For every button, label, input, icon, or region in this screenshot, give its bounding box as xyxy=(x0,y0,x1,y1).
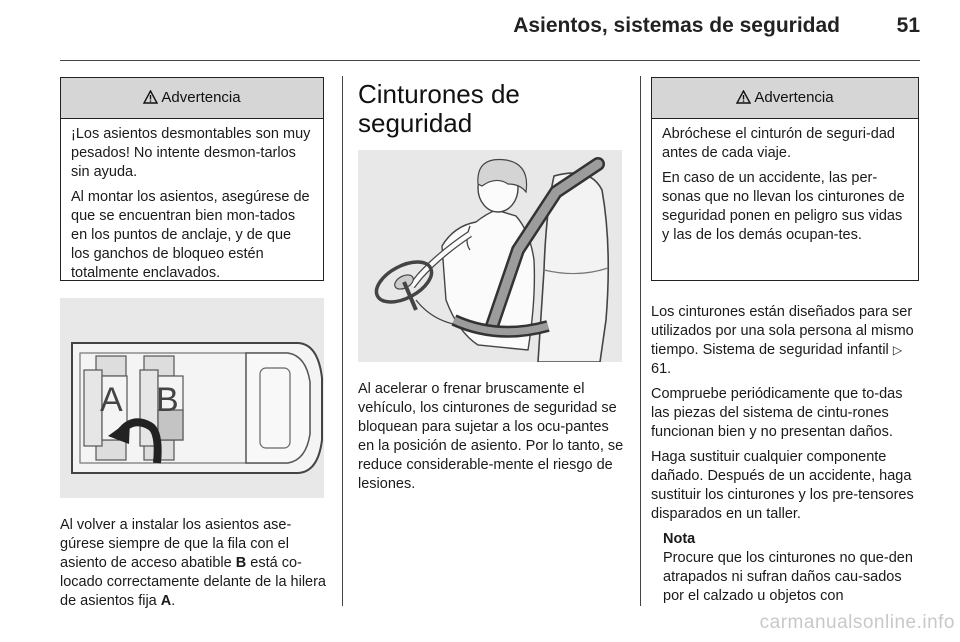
header-rule xyxy=(60,60,920,61)
note-block xyxy=(651,530,923,606)
seatbelt-usage-paragraph: Los cinturones están diseñados para ser utilizados por una sola persona al mismo tiempo. Sistema de seguridad infantil ▷ 61. xyxy=(651,304,914,377)
warning-box-seatbelts xyxy=(651,77,919,281)
seatbelt-intro-paragraph: Al acelerar o frenar bruscamente el vehículo, los cinturones de seguridad se bloquean para sujetar a los ocu-pantes en la posición de asiento. Por lo tanto, se reduce considerable-mente el riesgo de lesiones. xyxy=(358,381,624,492)
note-title: Nota xyxy=(663,531,696,547)
section-title: Cinturones de seguridad xyxy=(358,79,520,138)
warning-header xyxy=(61,78,323,119)
seatbelt-replace-paragraph: Haga sustituir cualquier componente dañado. Después de un accidente, haga sustituir los cinturones y los pre-tensores disparados en un taller. xyxy=(651,449,914,522)
note-text: Procure que los cinturones no que-den atrapados ni sufran daños cau-sados por el calzado u objetos con xyxy=(663,550,913,604)
seat-a-label: A xyxy=(100,381,123,419)
warning-title: Advertencia xyxy=(754,89,834,106)
warning-paragraph: En caso de un accidente, las per-sonas que no llevan los cinturones de seguridad ponen en peligro sus vidas y las de los demás ocupan-tes. xyxy=(662,170,905,243)
warning-triangle-icon xyxy=(736,80,751,120)
warning-paragraph: Abróchese el cinturón de seguri-dad antes de cada viaje. xyxy=(662,126,895,161)
warning-triangle-icon xyxy=(143,80,158,120)
seatbelt-body-text xyxy=(651,303,923,606)
page-reference-icon: ▷ xyxy=(892,343,903,357)
page-number: 51 xyxy=(896,14,920,37)
seat-b-label: B xyxy=(156,381,179,419)
warning-header xyxy=(652,78,918,119)
seat-layout-illustration xyxy=(60,298,324,498)
seat-caption: Al volver a instalar los asientos ase-gúrese siempre de que la fila con el asiento de acceso abatible B está co-locado correctamente delante de la hilera de asientos fija A. xyxy=(60,517,326,609)
warning-paragraph: ¡Los asientos desmontables son muy pesados! No intente desmon-tarlos sin ayuda. xyxy=(71,126,311,180)
page-reference[interactable]: 61. xyxy=(651,361,672,377)
seatbelt-check-paragraph: Compruebe periódicamente que to-das las piezas del sistema de cintu-rones funcionan bien y no presentan daños. xyxy=(651,386,903,440)
seatbelt-illustration xyxy=(358,150,622,362)
seat-b-reference: B xyxy=(235,555,247,571)
header-title: Asientos, sistemas de seguridad xyxy=(513,14,840,37)
warning-box-seats xyxy=(60,77,324,281)
seat-a-reference: A xyxy=(160,593,172,609)
watermark: carmanualsonline.info xyxy=(759,612,955,633)
column-divider-1 xyxy=(342,76,343,606)
warning-paragraph: Al montar los asientos, asegúrese de que se encuentran bien mon-tados en los puntos de anclaje, y de que los ganchos de bloqueo estén totalmente enclavados. xyxy=(71,189,310,281)
column-divider-2 xyxy=(640,76,641,606)
warning-title: Advertencia xyxy=(161,89,241,106)
